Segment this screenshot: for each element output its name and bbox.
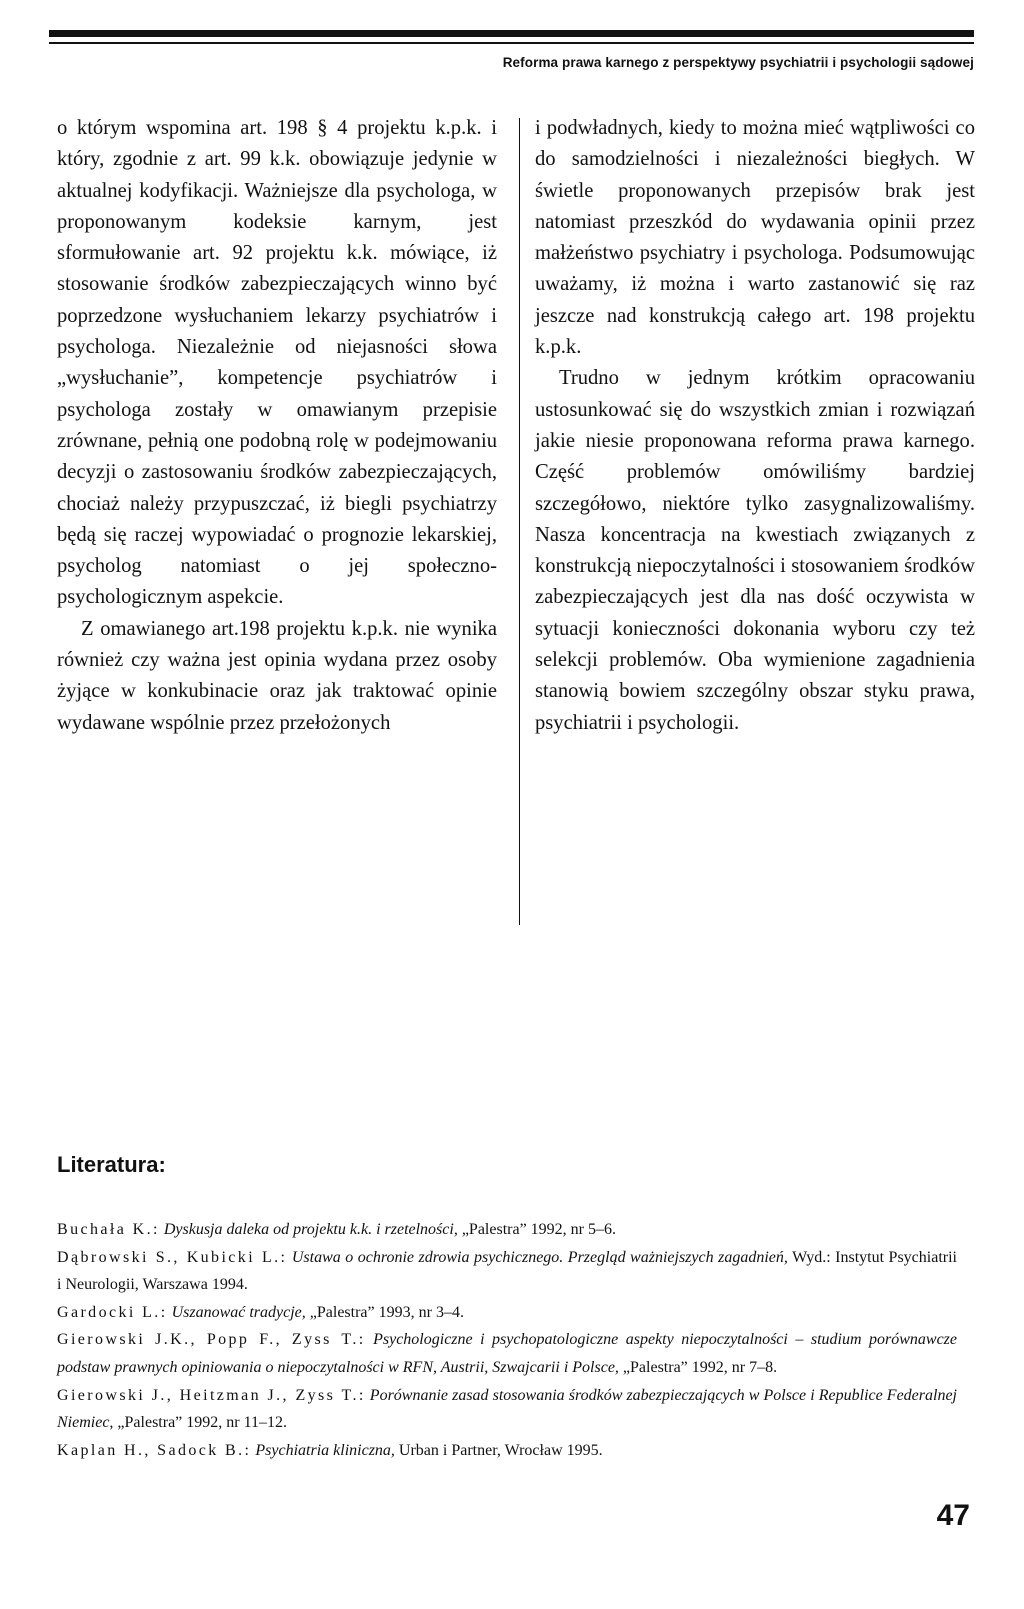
- reference-title: Porównanie zasad stosowania środków zabezpieczających w Polsce i Republice Federalnej Niemiec,: [57, 1386, 957, 1432]
- reference-item: [57, 1437, 957, 1465]
- literature-heading: Literatura:: [57, 1152, 166, 1177]
- reference-authors: Buchała K.:: [57, 1221, 160, 1238]
- column-divider: [519, 118, 520, 925]
- reference-title: Psychologiczne i psychopatologiczne aspekty niepoczytalności – studium porównawcze podstaw prawnych opiniowania o niepoczytalności w RFN, Austrii, Szwajcarii i Polsce,: [57, 1331, 958, 1376]
- paragraph: i podwładnych, kiedy to można mieć wątpliwości co do samodzielności i niezależności biegłych. W świetle proponowanych przepisów brak jest natomiast przeszkód do wydawania opinii przez małżeństwo psychiatry i psychologa. Podsumowując uważamy, iż można i warto zastanowić się raz jeszcze nad konstrukcją całego art. 198 projektu k.p.k.: [535, 117, 975, 359]
- header-rule-thin: [49, 42, 974, 44]
- reference-item: [57, 1299, 957, 1327]
- reference-source: „Palestra” 1992, nr 7–8.: [622, 1358, 778, 1376]
- reference-item: [57, 1216, 957, 1244]
- reference-source: „Palestra” 1992, nr 5–6.: [461, 1221, 617, 1238]
- reference-title: Dyskusja daleka od projektu k.k. i rzetelności,: [163, 1221, 458, 1238]
- reference-item: [57, 1382, 957, 1437]
- reference-authors: Gierowski J., Heitzman J., Zyss T.:: [57, 1386, 366, 1404]
- paragraph: o którym wspomina art. 198 § 4 projektu k.p.k. i który, zgodnie z art. 99 k.k. obowiązuje jedynie w aktualnej kodyfikacji. Ważniejsze dla psychologa, w proponowanym kodeksie karnym, jest sformułowanie art. 92 projektu k.k. mówiące, iż stosowanie środków zabezpieczających winno być poprzedzone wysłuchaniem lekarzy psychiatrów i psychologa. Niezależnie od niejasności słowa „wysłuchanie”, kompetencje psychiatrów i psychologa zostały w omawianym przepisie zrównane, pełnią one podobną rolę w podejmowaniu decyzji o zastosowaniu środków zabezpieczających, chociaż należy przypuszczać, iż biegli psychiatrzy będą się raczej wypowiadać o prognozie lekarskiej, psycholog natomiast o jej społeczno-psychologicznym aspekcie.: [57, 117, 497, 609]
- left-column: [57, 113, 497, 739]
- reference-source: Wyd.: Instytut Psychiatrii i Neurologii, Warszawa 1994.: [57, 1248, 957, 1294]
- reference-title: Uszanować tradycje,: [171, 1303, 306, 1321]
- reference-authors: Gierowski J.K., Popp F., Zyss T.:: [57, 1331, 366, 1349]
- reference-source: Urban i Partner, Wrocław 1995.: [398, 1441, 603, 1459]
- page-number: 47: [936, 1499, 970, 1532]
- reference-item: [57, 1326, 957, 1381]
- header-rule-thick: [49, 30, 974, 37]
- right-column: [535, 113, 975, 739]
- reference-authors: Kaplan H., Sadock B.:: [57, 1441, 252, 1459]
- reference-title: Psychiatria kliniczna,: [255, 1441, 395, 1459]
- reference-source: „Palestra” 1992, nr 11–12.: [117, 1414, 288, 1432]
- reference-title: Ustawa o ochronie zdrowia psychicznego. Przegląd ważniejszych zagadnień,: [291, 1248, 788, 1266]
- running-head: Reforma prawa karnego z perspektywy psychiatrii i psychologii sądowej: [502, 55, 974, 70]
- paragraph: Trudno w jednym krótkim opracowaniu ustosunkować się do wszystkich zmian i rozwiązań jakie niesie proponowana reforma prawa karnego. Część problemów omówiliśmy bardziej szczegółowo, niektóre tylko zasygnalizowaliśmy. Nasza koncentracja na kwestiach związanych z konstrukcją niepoczytalności i stosowaniem środków zabezpieczających jest dla nas dość oczywista w sytuacji konieczności dokonania wyboru czy też selekcji problemów. Oba wymienione zagadnienia stanowią bowiem szczególny obszar styku prawa, psychiatrii i psychologii.: [535, 367, 975, 734]
- reference-source: „Palestra” 1993, nr 3–4.: [309, 1303, 464, 1321]
- reference-authors: Dąbrowski S., Kubicki L.:: [57, 1248, 288, 1266]
- reference-authors: Gardocki L.:: [57, 1303, 168, 1321]
- reference-item: [57, 1244, 957, 1299]
- paragraph: Z omawianego art.198 projektu k.p.k. nie wynika również czy ważna jest opinia wydana przez osoby żyjące w konkubinacie oraz jak traktować opinie wydawane wspólnie przez przełożonych: [57, 617, 497, 734]
- reference-list: [57, 1216, 957, 1464]
